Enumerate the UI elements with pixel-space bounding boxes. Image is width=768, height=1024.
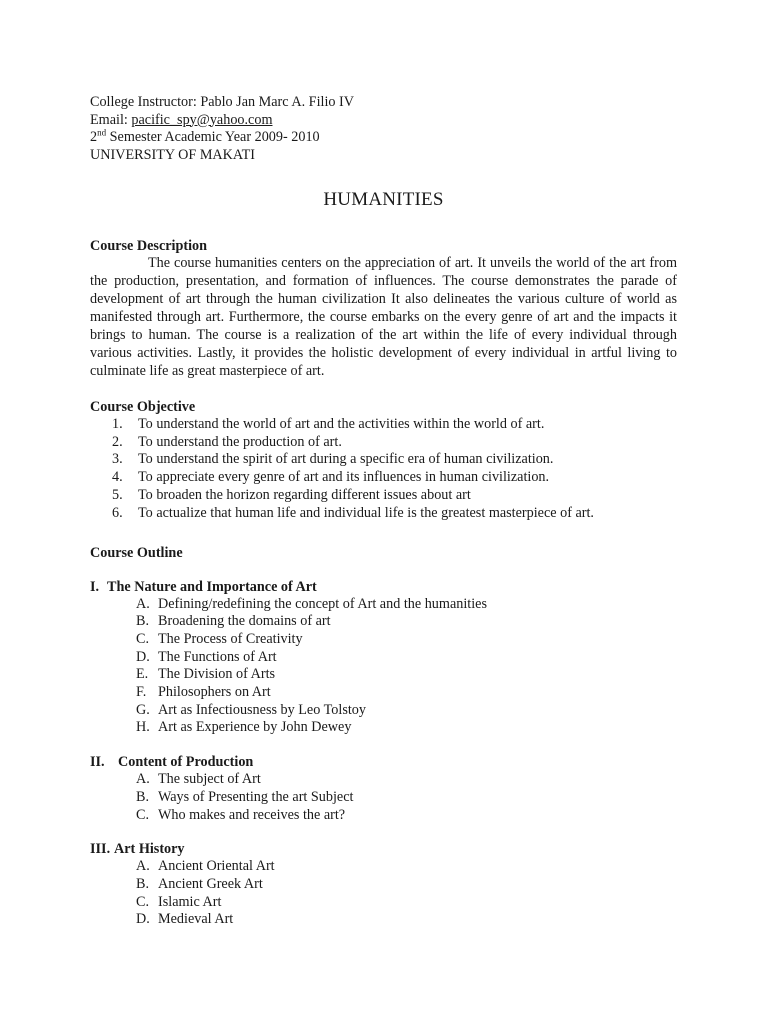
semester-number: 2	[90, 129, 98, 146]
objective-text: To understand the production of art.	[138, 433, 342, 450]
outline-subitem-letter: B.	[136, 875, 150, 892]
outline-section-title: Content of Production	[118, 754, 254, 771]
instructor-line: College Instructor: Pablo Jan Marc A. Filio IV	[90, 94, 355, 110]
outline-subitem-letter: D.	[136, 648, 150, 665]
outline-subitem-list	[90, 596, 677, 738]
semester-text: Semester Academic Year 2009- 2010	[106, 129, 320, 146]
outline-subitem	[90, 684, 677, 702]
objective-list	[90, 416, 677, 523]
objective-text: To understand the world of art and the activities within the world of art.	[138, 415, 545, 432]
course-outline-heading: Course Outline	[90, 544, 183, 561]
outline-subitem-letter: A.	[136, 858, 150, 875]
objective-item	[90, 434, 677, 452]
outline-section-number: I.	[90, 578, 100, 595]
outline-subitem-list	[90, 858, 677, 929]
outline-subitem-text: Islamic Art	[158, 893, 222, 910]
objective-item	[90, 469, 677, 487]
outline-subitem-letter: G.	[136, 701, 150, 718]
outline-subitem	[90, 719, 677, 737]
outline-subitem-text: The Process of Creativity	[158, 630, 303, 647]
outline-subitem	[90, 858, 677, 876]
outline-subitem	[90, 649, 677, 667]
objective-item	[90, 451, 677, 469]
outline-subitem	[90, 666, 677, 684]
outline-subitem-letter: C.	[136, 893, 150, 910]
outline-subitem-text: The Division of Arts	[158, 666, 276, 683]
outline-section-heading	[90, 840, 677, 858]
outline-subitem-text: Art as Experience by John Dewey	[158, 719, 352, 736]
outline-subitem-letter: D.	[136, 911, 150, 928]
objective-text: To broaden the horizon regarding different issues about art	[138, 486, 471, 503]
email-link[interactable]: pacific_spy@yahoo.com	[131, 111, 273, 128]
objective-item	[90, 505, 677, 523]
outline-subitem	[90, 894, 677, 912]
outline-section-number: III.	[90, 841, 111, 858]
outline-subitem-text: Defining/redefining the concept of Art and the humanities	[158, 595, 487, 612]
outline-subitem-text: The Functions of Art	[158, 648, 277, 665]
outline-section-heading	[90, 753, 677, 771]
course-objective-heading: Course Objective	[90, 398, 196, 415]
outline-subitem	[90, 807, 677, 825]
course-description-heading: Course Description	[90, 238, 208, 255]
outline-section-heading	[90, 578, 677, 596]
outline-subitem-text: Medieval Art	[158, 911, 234, 928]
outline-subitem	[90, 876, 677, 894]
outline-subitem-text: Philosophers on Art	[158, 684, 271, 701]
semester-line	[90, 129, 677, 147]
objective-text: To actualize that human life and individual life is the greatest masterpiece of art.	[138, 504, 594, 521]
outline-section-title: Art History	[114, 841, 185, 858]
objective-item	[90, 416, 677, 434]
document-page	[90, 94, 677, 929]
course-description-text: The course humanities centers on the appreciation of art. It unveils the world of the art from the production, presentation, and formation of influences. The course demonstrates the parade of development of art through the human civilization It also delineates the various culture of world as manifested through art. Furthermore, the course embarks on the every genre of art and the impacts it brings to human. The course is a realization of the art within the life of every individual through various activities. Lastly, it provides the holistic development of every individual in artful living to culminate life as great masterpiece of art.	[90, 255, 677, 379]
objective-number: 4.	[112, 469, 123, 486]
page-title: HUMANITIES	[323, 189, 444, 211]
outline-subitem-letter: C.	[136, 806, 150, 823]
university-line: UNIVERSITY OF MAKATI	[90, 146, 255, 163]
outline-subitem-letter: F.	[136, 684, 147, 701]
outline-subitem-text: Who makes and receives the art?	[158, 806, 346, 823]
semester-suffix: nd	[97, 127, 107, 138]
outline-subitem	[90, 702, 677, 720]
objective-number: 6.	[112, 504, 123, 521]
email-label: Email:	[90, 111, 132, 128]
objective-text: To appreciate every genre of art and its influences in human civilization.	[138, 469, 550, 486]
outline-subitem	[90, 789, 677, 807]
objective-number: 1.	[112, 415, 123, 432]
outline-subitem-text: The subject of Art	[158, 771, 261, 788]
outline-subitem	[90, 911, 677, 929]
objective-number: 2.	[112, 433, 123, 450]
outline-subitem	[90, 631, 677, 649]
outline-subitem-letter: C.	[136, 630, 150, 647]
outline-section-title: The Nature and Importance of Art	[107, 578, 317, 595]
outline-subitem-list	[90, 771, 677, 824]
outline-subitem-text: Ancient Oriental Art	[158, 858, 275, 875]
outline-subitem-letter: A.	[136, 771, 150, 788]
outline-subitem	[90, 596, 677, 614]
outline-subitem	[90, 771, 677, 789]
objective-text: To understand the spirit of art during a specific era of human civilization.	[138, 451, 554, 468]
objective-number: 3.	[112, 451, 123, 468]
outline-subitem-letter: B.	[136, 613, 150, 630]
outline-subitem	[90, 613, 677, 631]
outline-subitem-letter: H.	[136, 719, 150, 736]
outline-subitem-text: Art as Infectiousness by Leo Tolstoy	[158, 701, 366, 718]
outline-subitem-letter: B.	[136, 788, 150, 805]
outline-subitem-text: Broadening the domains of art	[158, 613, 331, 630]
outline-subitem-text: Ancient Greek Art	[158, 875, 263, 892]
objective-item	[90, 487, 677, 505]
objective-number: 5.	[112, 486, 123, 503]
outline-subitem-text: Ways of Presenting the art Subject	[158, 788, 354, 805]
outline-section-number: II.	[90, 754, 105, 771]
outline-subitem-letter: E.	[136, 666, 149, 683]
outline-subitem-letter: A.	[136, 595, 150, 612]
email-line	[90, 112, 677, 130]
